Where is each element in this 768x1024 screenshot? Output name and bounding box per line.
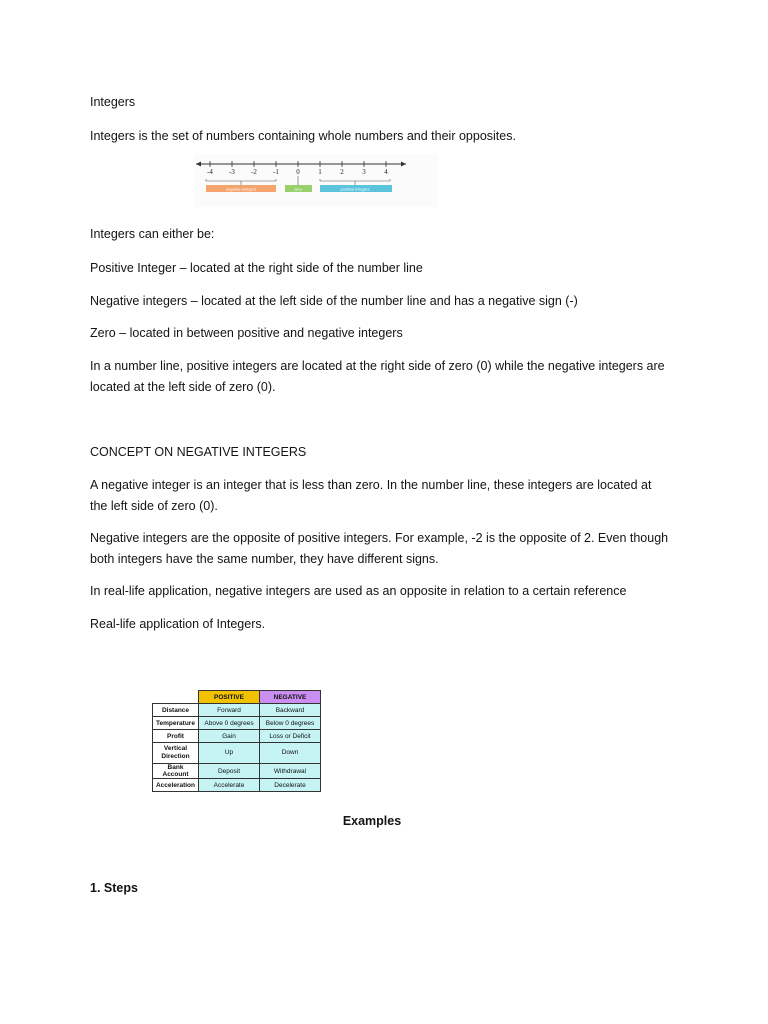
number-line-tick-label: 2 (340, 168, 344, 176)
number-line-tick-label: -1 (273, 168, 279, 176)
type-zero: Zero – located in between positive and negative integers (90, 326, 403, 340)
row-label: Bank Account (153, 764, 199, 779)
type-positive: Positive Integer – located at the right side of the number line (90, 261, 423, 275)
positive-cell: Up (199, 743, 260, 764)
negative-cell: Down (260, 743, 321, 764)
real-life-heading: Real-life application of Integers. (90, 617, 266, 631)
number-line-para-line-1: In a number line, positive integers are located at the right side of zero (0) while the negative integers are (90, 359, 665, 373)
real-life-table-figure (152, 690, 320, 792)
negative-cell: Withdrawal (260, 764, 321, 779)
number-line-tick-label: -3 (229, 168, 235, 176)
table-header-row (153, 691, 321, 704)
type-negative: Negative integers – located at the left side of the number line and has a negative sign (-) (90, 294, 578, 308)
number-line-tick-label: -2 (251, 168, 257, 176)
table-row (153, 779, 321, 792)
negative-cell: Decelerate (260, 779, 321, 792)
table-row (153, 730, 321, 743)
table-row (153, 717, 321, 730)
positive-cell: Accelerate (199, 779, 260, 792)
row-label: Vertical Direction (153, 743, 199, 764)
negative-cell: Loss or Deficit (260, 730, 321, 743)
table-row (153, 743, 321, 764)
page-heading: Integers (90, 95, 136, 109)
steps-heading: 1. Steps (90, 881, 138, 895)
positive-header: POSITIVE (199, 691, 260, 704)
number-line-tick-label: 4 (384, 168, 388, 176)
zero-label: zero (294, 186, 302, 192)
negative-header: NEGATIVE (260, 691, 321, 704)
number-line-tick-label: -4 (207, 168, 213, 176)
positive-cell: Forward (199, 704, 260, 717)
number-line-tick-label: 3 (362, 168, 366, 176)
positive-cell: Gain (199, 730, 260, 743)
concept-para1-line-1: A negative integer is an integer that is less than zero. In the number line, these integers are located at (90, 478, 652, 492)
concept-para1-line-2: the left side of zero (0). (90, 499, 218, 513)
number-line-para-line-2: located at the left side of zero (0). (90, 380, 276, 394)
negative-cell: Below 0 degrees (260, 717, 321, 730)
row-label: Distance (153, 704, 199, 717)
definition-paragraph: Integers is the set of numbers containing whole numbers and their opposites. (90, 129, 516, 143)
either-intro: Integers can either be: (90, 227, 215, 241)
concept-para2-line-1: Negative integers are the opposite of positive integers. For example, -2 is the opposite of 2. Even though (90, 531, 669, 545)
examples-heading: Examples (342, 814, 402, 828)
positive-cell: Deposit (199, 764, 260, 779)
number-line-tick-label: 0 (296, 168, 300, 176)
positive-cell: Above 0 degrees (199, 717, 260, 730)
negative-integers-label: negative integers (225, 186, 257, 192)
row-label: Acceleration (153, 779, 199, 792)
concept-heading: CONCEPT ON NEGATIVE INTEGERS (90, 445, 307, 459)
real-life-table (152, 690, 321, 792)
number-line-tick-label: 1 (318, 168, 322, 176)
positive-integers-label: positive integers (340, 186, 370, 192)
negative-cell: Backward (260, 704, 321, 717)
row-label: Temperature (153, 717, 199, 730)
number-line-figure (194, 155, 438, 207)
table-corner (153, 691, 199, 704)
table-row (153, 704, 321, 717)
real-life-paragraph: In real-life application, negative integers are used as an opposite in relation to a certain reference (90, 584, 627, 598)
concept-para2-line-2: both integers have the same number, they have different signs. (90, 552, 439, 566)
table-row (153, 764, 321, 779)
row-label: Profit (153, 730, 199, 743)
